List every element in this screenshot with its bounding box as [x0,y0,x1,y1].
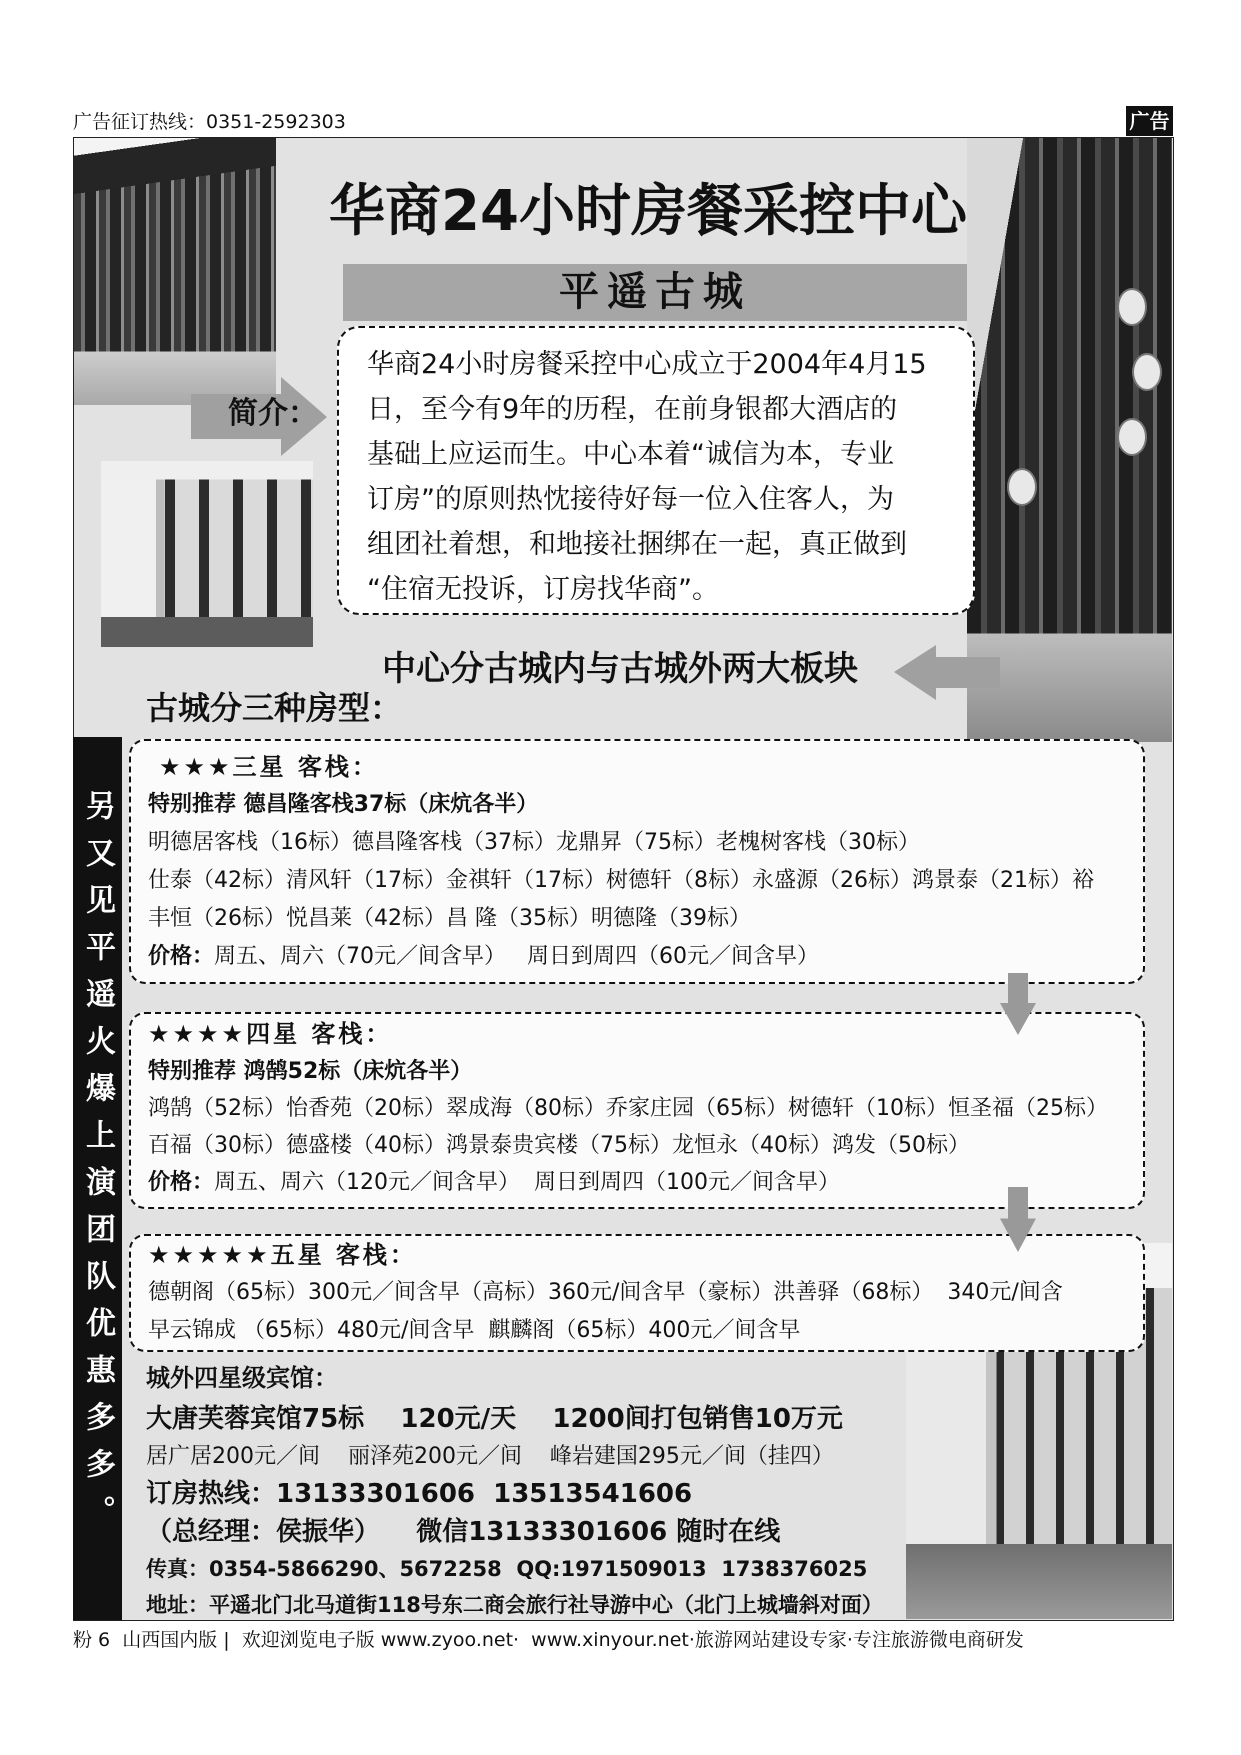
intro-line: 基础上应运而生。中心本着“诚信为本，专业 [367,439,894,470]
section-heading: 中心分古城内与古城外两大板块 [382,649,858,689]
lantern-decoration [1117,288,1147,326]
intro-line: 华商24小时房餐采控中心成立于2004年4月15 [367,349,927,380]
five-star-box [129,1234,1145,1352]
subtitle: 平遥古城 [559,269,751,315]
outside-heading: 城外四星级宾馆： [146,1364,338,1392]
price-line [148,1164,1143,1201]
photo-hotel-corridor [101,461,313,647]
three-star-featured: 特别推荐 德昌隆客栈37标（床炕各半） [148,792,539,817]
four-star-heading: ★★★★四星 客栈： [148,1020,393,1048]
side-banner-text: 另又见平遥火爆上演团队优惠多多。 [80,790,115,1542]
listing-line: 早云锦成 （65标）480元/间含早 麒麟阁（65标）400元／间含早 [148,1318,801,1343]
intro-line: 组团社着想，和地接社捆绑在一起，真正做到 [367,529,907,560]
intro-line: 日，至今有9年的历程，在前身银都大酒店的 [367,394,898,425]
price-text: 周五、周六（70元／间含早） 周日到周四（60元／间含早） [214,944,819,969]
arrow-down-icon [1000,1187,1036,1252]
listing-line: 百福（30标）德盛楼（40标）鸿景泰贵宾楼（75标）龙恒永（40标）鸿发（50标） [148,1133,970,1158]
listing-line: 丰恒（26标）悦昌莱（42标）昌 隆（35标）明德隆（39标） [148,906,751,931]
three-star-heading: ★★★三星 客栈： [159,753,379,781]
three-star-box [129,739,1145,984]
subtitle-bar [343,264,967,321]
fax-qq: 传真：0354-5866290、5672258 QQ:1971509013 1738376025 [146,1557,868,1581]
price-text: 周五、周六（120元／间含早） 周日到周四（100元／间含早） [214,1170,840,1195]
lantern-decoration [1117,418,1147,456]
price-line [148,938,1143,976]
listing-line: 仕泰（42标）清风轩（17标）金祺轩（17标）树德轩（8标）永盛源（26标）鸿景泰（21标）裕 [148,868,1094,893]
intro-line: 订房”的原则热忱接待好每一位入住客人，为 [367,484,894,515]
arrow-down-icon [1000,973,1036,1035]
listing-line: 德朝阁（65标）300元／间含早（高标）360元/间含早（豪标）洪善驿（68标） 340元/间含 [148,1280,1063,1305]
page-title: 华商24小时房餐采控中心 [329,179,967,244]
four-star-featured: 特别推荐 鸿鹄52标（床炕各半） [148,1059,473,1084]
intro-label: 简介： [228,396,318,431]
arrow-left-icon [894,645,1000,700]
ad-badge: 广告 [1126,106,1173,136]
lantern-decoration [1007,468,1037,506]
manager-contact: （总经理：侯振华） 微信13133301606 随时在线 [146,1517,781,1547]
booking-hotline: 订房热线：13133301606 13513541606 [146,1479,693,1509]
listing-line: 鸿鹄（52标）怡香苑（20标）翠成海（80标）乔家庄园（65标）树德轩（10标）恒圣福（25标） [148,1096,1108,1121]
four-star-box [129,1012,1145,1209]
price-label: 价格： [148,1170,215,1195]
outside-city-section [146,1360,883,1623]
price-label: 价格： [148,944,215,969]
ad-hotline: 广告征订热线：0351-2592303 [73,111,346,133]
intro-line: “住宿无投诉，订房找华商”。 [367,574,719,605]
listing-line: 明德居客栈（16标）德昌隆客栈（37标）龙鼎昇（75标）老槐树客栈（30标） [148,830,920,855]
lantern-decoration [1132,353,1162,391]
address: 地址：平遥北门北马道街118号东二商会旅行社导游中心（北门上城墙斜对面） [146,1593,883,1617]
outside-other-hotels: 居广居200元／间 丽泽苑200元／间 峰岩建国295元／间（挂四） [146,1444,834,1469]
photo-old-street-building [74,138,276,405]
five-star-heading: ★★★★★五星 客栈： [148,1241,417,1269]
intro-box [337,326,975,615]
outside-featured: 大唐芙蓉宾馆75标 120元/天 1200间打包销售10万元 [146,1404,843,1434]
page-footer: 粉 6 山西国内版 | 欢迎浏览电子版 www.zyoo.net· www.xinyour.net·旅游网站建设专家·专注旅游微电商研发 [73,1629,1024,1651]
room-types-heading: 古城分三种房型： [146,689,403,727]
